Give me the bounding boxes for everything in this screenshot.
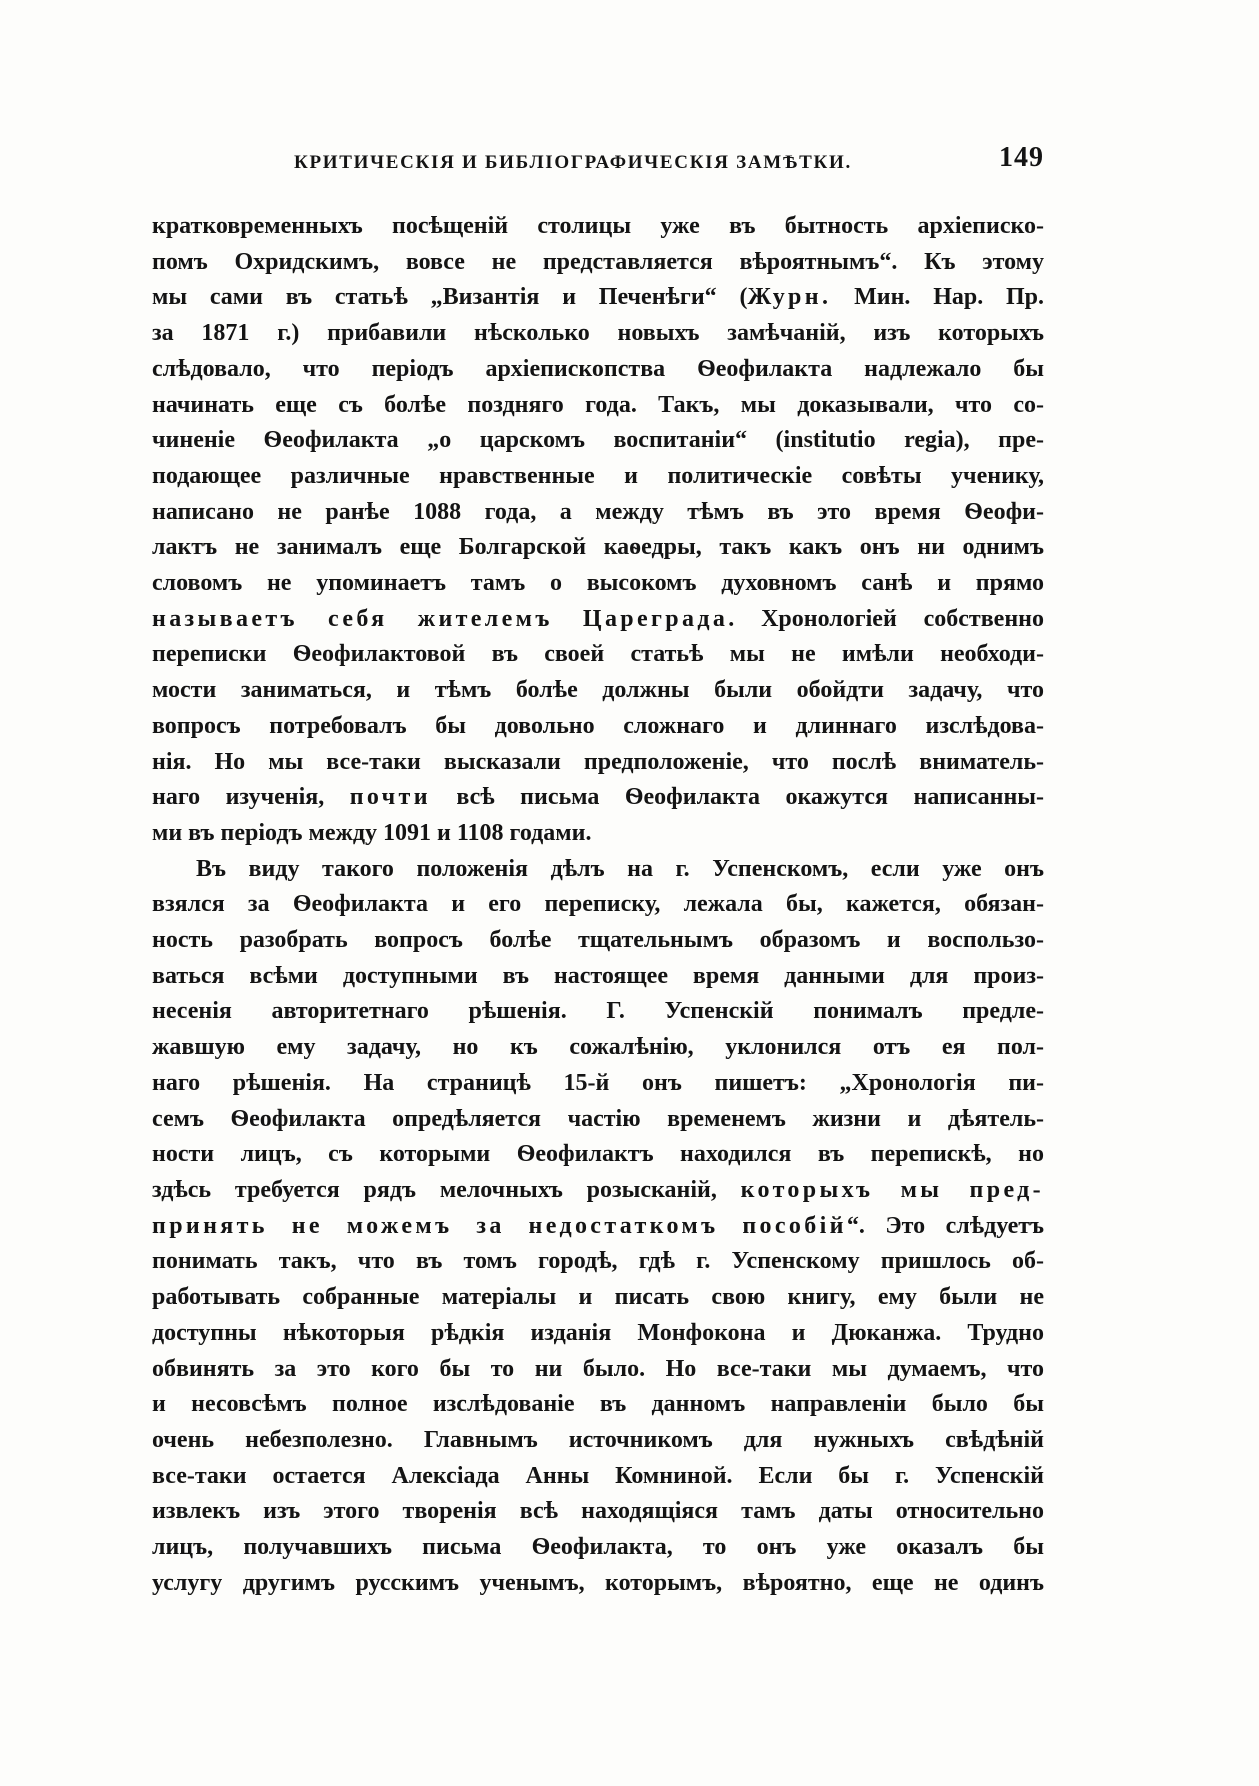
text-segment: взялся за Ѳеофилакта и его переписку, лежала бы, кажется, обязан- [152, 891, 1044, 918]
text-segment: семъ Ѳеофилакта опредѣляется частію временемъ жизни и дѣятель- [152, 1105, 1044, 1132]
text-line [152, 209, 1044, 245]
letterspaced-text: которыхъ мы пред- [740, 1176, 1044, 1203]
page-number: 149 [999, 142, 1044, 173]
text-line [152, 316, 1044, 352]
text-segment: ми въ періодъ между 1091 и 1108 годами. [152, 819, 592, 846]
text-line [152, 1137, 1044, 1173]
text-segment: Въ виду такого положенія дѣлъ на г. Успенскомъ, если уже онъ [196, 855, 1044, 882]
text-line [152, 1566, 1044, 1602]
text-segment: обвинять за это кого бы то ни было. Но все-таки мы думаемъ, что [152, 1355, 1044, 1382]
text-segment: ваться всѣми доступными въ настоящее время данными для произ- [152, 962, 1044, 989]
running-title: КРИТИЧЕСКІЯ И БИБЛІОГРАФИЧЕСКІЯ ЗАМѢТКИ. [294, 152, 852, 173]
text-line [152, 780, 1044, 816]
text-line [152, 1030, 1044, 1066]
text-segment: начинать еще съ болѣе поздняго года. Такъ, мы доказывали, что со- [152, 391, 1044, 418]
text-line [152, 459, 1044, 495]
text-segment: написано не ранѣе 1088 года, а между тѣмъ въ это время Ѳеофи- [152, 498, 1044, 525]
text-line [152, 388, 1044, 424]
text-line [152, 887, 1044, 923]
text-line [152, 1387, 1044, 1423]
text-line [152, 923, 1044, 959]
text-line [152, 1316, 1044, 1352]
text-segment: жавшую ему задачу, но къ сожалѣнію, уклонился отъ ея пол- [152, 1034, 1044, 1061]
text-line [152, 852, 1044, 888]
text-line [152, 994, 1044, 1030]
text-segment: всѣ письма Ѳеофилакта окажутся написанны- [430, 784, 1045, 811]
text-segment: здѣсь требуется рядъ мелочныхъ розысканій, [152, 1176, 741, 1203]
text-segment: очень небезполезно. Главнымъ источникомъ для нужныхъ свѣдѣній [152, 1426, 1044, 1453]
text-segment: чиненіе Ѳеофилакта „о царскомъ воспитаніи“ (institutio regia), пре- [152, 427, 1044, 454]
text-segment: лактъ не занималъ еще Болгарской каѳедры, такъ какъ онъ ни однимъ [152, 534, 1044, 561]
text-segment: извлекъ изъ этого творенія всѣ находящіяся тамъ даты относительно [152, 1498, 1044, 1525]
text-segment: услугу другимъ русскимъ ученымъ, которымъ, вѣроятно, еще не одинъ [152, 1569, 1044, 1596]
letterspaced-text: почти [349, 784, 431, 811]
text-segment: ность разобрать вопросъ болѣе тщательнымъ образомъ и воспользо- [152, 927, 1044, 954]
text-segment: работывать собранные матеріалы и писать свою книгу, ему были не [152, 1284, 1044, 1311]
text-line [152, 1459, 1044, 1495]
text-segment: словомъ не упоминаетъ тамъ о высокомъ духовномъ санѣ и прямо [152, 570, 1044, 597]
paragraph [152, 209, 1044, 852]
text-segment: ности лицъ, съ которыми Ѳеофилактъ находился въ перепискѣ, но [152, 1141, 1044, 1168]
text-segment: несенія авторитетнаго рѣшенія. Г. Успенскій понималъ предле- [152, 998, 1044, 1025]
text-segment: кратковременныхъ посѣщеній столицы уже въ бытность архіеписко- [152, 213, 1044, 239]
text-line [152, 280, 1044, 316]
text-line [152, 1244, 1044, 1280]
text-line [152, 1352, 1044, 1388]
text-segment: и несовсѣмъ полное изслѣдованіе въ данномъ направленіи было бы [152, 1391, 1044, 1418]
text-segment: . Хронологіей собственно [728, 605, 1044, 632]
text-line [152, 530, 1044, 566]
text-segment: нія. Но мы все-таки высказали предположеніе, что послѣ вниматель- [152, 748, 1044, 775]
text-line [152, 1173, 1044, 1209]
text-segment: переписки Ѳеофилактовой въ своей статьѣ мы не имѣли необходи- [152, 641, 1044, 668]
text-line [152, 1423, 1044, 1459]
text-segment: понимать такъ, что въ томъ городѣ, гдѣ г. Успенскому пришлось об- [152, 1248, 1044, 1275]
text-line [152, 959, 1044, 995]
text-segment: Мин. Нар. Пр. [831, 284, 1044, 311]
text-segment: мости заниматься, и тѣмъ болѣе должны были обойдти задачу, что [152, 677, 1044, 704]
text-line [152, 1066, 1044, 1102]
paragraph [152, 852, 1044, 1602]
text-segment: помъ Охридскимъ, вовсе не представляется вѣроятнымъ“. Къ этому [152, 248, 1044, 275]
text-line [152, 745, 1044, 781]
text-line [152, 1102, 1044, 1138]
text-line [152, 637, 1044, 673]
text-line [152, 1280, 1044, 1316]
text-segment: мы сами въ статьѣ „Византія и Печенѣги“ ( [152, 284, 748, 311]
text-segment: “. Это слѣдуетъ [846, 1212, 1044, 1239]
letterspaced-text: называетъ себя жителемъ Цареграда [152, 605, 729, 632]
text-line [152, 602, 1044, 638]
text-line [152, 423, 1044, 459]
text-line [152, 1530, 1044, 1566]
text-line [152, 352, 1044, 388]
text-line [152, 816, 1044, 852]
text-segment: подающее различные нравственные и политическіе совѣты ученику, [152, 462, 1044, 489]
text-segment: вопросъ потребовалъ бы довольно сложнаго и длиннаго изслѣдова- [152, 712, 1044, 739]
text-segment: за 1871 г.) прибавили нѣсколько новыхъ замѣчаній, изъ которыхъ [152, 320, 1044, 347]
text-line [152, 673, 1044, 709]
letterspaced-text: принять не можемъ за недостаткомъ пособій [152, 1212, 847, 1239]
text-segment: доступны нѣкоторыя рѣдкія изданія Монфокона и Дюканжа. Трудно [152, 1319, 1044, 1346]
text-segment: лицъ, получавшихъ письма Ѳеофилакта, то онъ уже оказалъ бы [152, 1534, 1044, 1561]
text-line [152, 245, 1044, 281]
text-line [152, 566, 1044, 602]
text-segment: наго рѣшенія. На страницѣ 15-й онъ пишетъ: „Хронологія пи- [152, 1069, 1044, 1096]
text-line [152, 1494, 1044, 1530]
text-segment: все-таки остается Алексіада Анны Комниной. Если бы г. Успенскій [152, 1462, 1044, 1489]
text-line [152, 1209, 1044, 1245]
text-line [152, 495, 1044, 531]
page-header [152, 142, 1044, 182]
text-block [152, 209, 1044, 1601]
text-line [152, 709, 1044, 745]
text-segment: наго изученія, [152, 784, 350, 811]
letterspaced-text: Журн. [747, 284, 832, 311]
text-segment: слѣдовало, что періодъ архіепископства Ѳеофилакта надлежало бы [152, 355, 1044, 382]
